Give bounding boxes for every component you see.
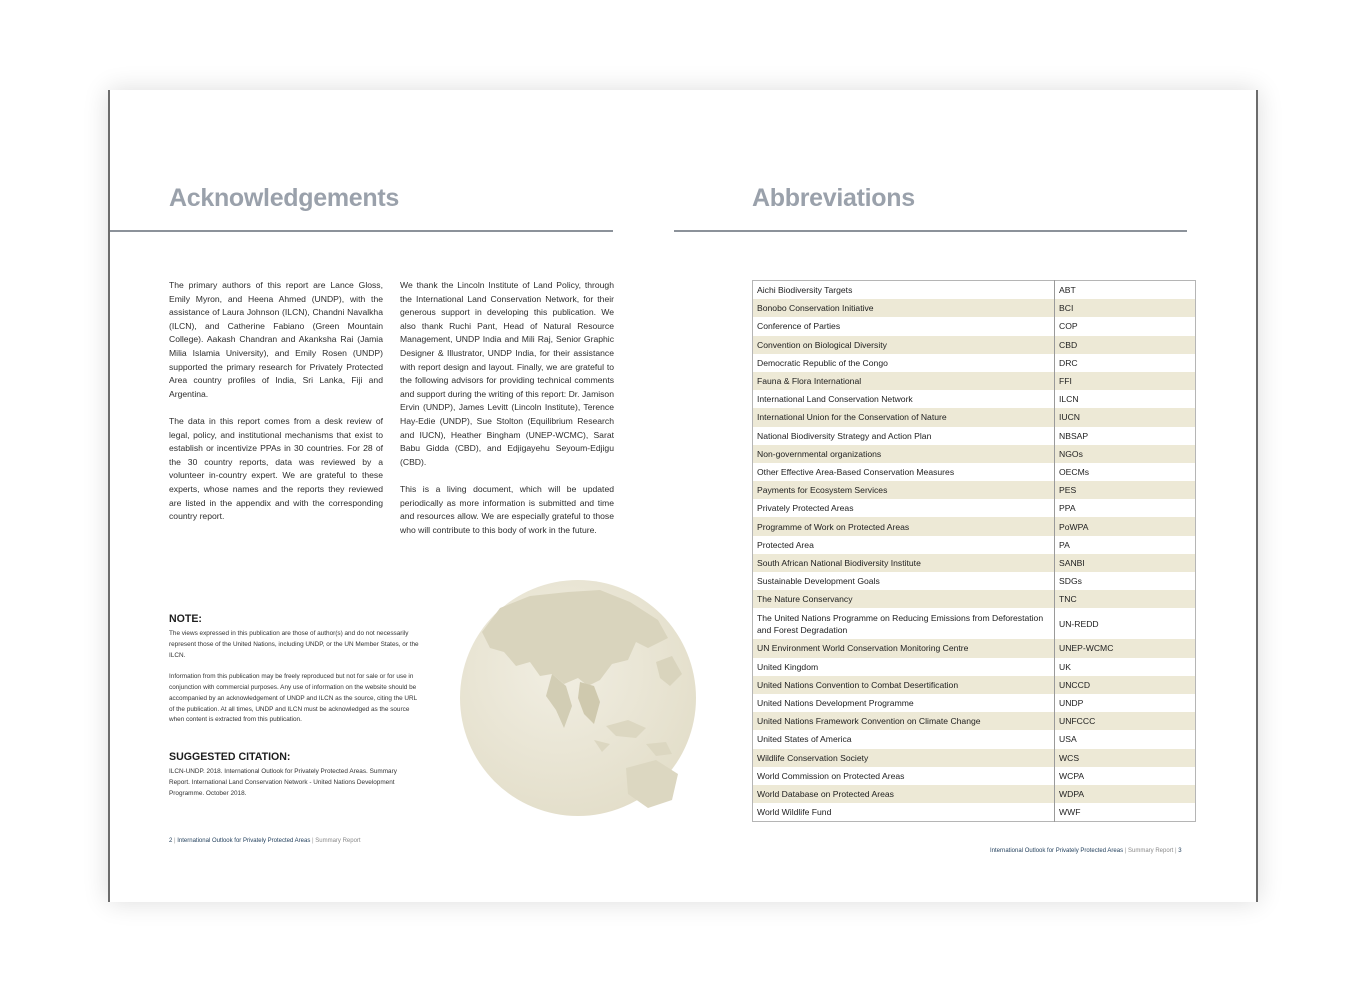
paragraph: Information from this publication may be freely reproduced but not for sale or for use in conjunction with commercial purposes. Any use of information on the website should be accompanied by an acknowledgement of UNDP and ILCN as the source, citing the URL of the publication. At all times, UNDP and ILCN must be acknowledged as the source when content is extracted from this publication.	[169, 673, 417, 724]
abbreviation-term: Other Effective Area-Based Conservation Measures	[753, 463, 1055, 481]
abbreviation-row	[753, 676, 1196, 694]
paragraph: We thank the Lincoln Institute of Land Policy, through the International Land Conservation Network, for their generous support in developing this publication. We also thank Ruchi Pant, Head of Natural Resource Management, UNDP India and Mili Raj, Senior Graphic Designer & Illustrator, UNDP India, for their assistance with report design and layout. Finally, we are grateful to the following advisors for providing technical comments and support during the writing of this report: Dr. Jamison Ervin (UNDP), James Levitt (Lincoln Institute), Terence Hay-Edie (UNDP), Sue Stolton (Equilibrium Research and IUCN), Heather Bingham (UNEP-WCMC), Sarat Babu Gidda (CBD), and Edjigayehu Seyoum-Edjigu (CBD).	[400, 280, 614, 467]
abbreviation-row	[753, 712, 1196, 730]
acknowledgements-rule	[110, 230, 613, 232]
abbreviation-code: UK	[1059, 661, 1071, 672]
abbreviations-rule	[674, 230, 1187, 232]
abbreviation-code: WDPA	[1055, 785, 1196, 803]
abbreviation-row	[753, 408, 1196, 426]
abbreviations-title: Abbreviations	[752, 184, 915, 212]
separator: |	[1175, 848, 1177, 854]
citation-text	[169, 767, 419, 810]
abbreviation-term: United Nations Convention to Combat Desertification	[753, 676, 1055, 694]
abbreviation-code: IUCN	[1055, 408, 1196, 426]
abbreviation-row	[753, 281, 1196, 300]
abbreviation-term: United States of America	[753, 730, 1055, 748]
abbreviation-code: PoWPA	[1055, 517, 1196, 535]
abbreviation-term: United Kingdom	[753, 658, 1055, 676]
abbreviation-term: Protected Area	[753, 536, 1055, 554]
abbreviation-row	[753, 517, 1196, 535]
abbreviation-code: NGOs	[1055, 445, 1196, 463]
abbreviation-row	[753, 299, 1196, 317]
abbreviation-row	[753, 481, 1196, 499]
abbreviation-row	[753, 427, 1196, 445]
abbreviation-term: UN Environment World Conservation Monitoring Centre	[753, 639, 1055, 657]
abbreviation-term: Programme of Work on Protected Areas	[753, 517, 1055, 535]
abbreviation-row	[753, 608, 1196, 639]
abbreviation-code: ILCN	[1059, 394, 1079, 405]
acknowledgements-title: Acknowledgements	[169, 184, 399, 212]
publication-title: International Outlook for Privately Protected Areas	[990, 848, 1124, 854]
abbreviation-term: World Database on Protected Areas	[753, 785, 1055, 803]
abbreviation-term: Conference of Parties	[753, 317, 1055, 335]
abbreviation-code: OECMs	[1059, 466, 1090, 477]
abbreviation-term: Privately Protected Areas	[753, 499, 1055, 517]
abbreviation-code: FFI	[1055, 372, 1196, 390]
abbreviation-row	[753, 785, 1196, 803]
abbreviation-code: WWF	[1059, 807, 1081, 818]
abbreviations-table-body	[753, 281, 1196, 822]
separator: |	[312, 838, 314, 844]
abbreviation-code: WCPA	[1059, 770, 1085, 781]
note-heading: NOTE:	[169, 613, 202, 625]
abbreviation-term: World Wildlife Fund	[753, 803, 1055, 822]
paragraph: ILCN-UNDP. 2018. International Outlook for Privately Protected Areas. Summary Report. International Land Conservation Network - United Nations Development Programme. October 2018.	[169, 768, 397, 797]
abbreviation-code: PPA	[1059, 503, 1076, 514]
abbreviation-code: UN-REDD	[1059, 618, 1099, 629]
globe-illustration	[460, 578, 696, 822]
abbreviation-code: PA	[1059, 539, 1070, 550]
left-page-edge	[108, 90, 110, 902]
abbreviation-row	[753, 658, 1196, 676]
abbreviation-code: UNFCCC	[1055, 712, 1196, 730]
abbreviation-term: The United Nations Programme on Reducing Emissions from Deforestation and Forest Degradation	[753, 608, 1055, 639]
abbreviation-row	[753, 499, 1196, 517]
abbreviation-code: SDGs	[1059, 576, 1082, 587]
abbreviation-row	[753, 572, 1196, 590]
abbreviation-term: Aichi Biodiversity Targets	[753, 281, 1055, 300]
abbreviation-row	[753, 463, 1196, 481]
paragraph: The data in this report comes from a desk review of legal, policy, and institutional mechanisms that exist to establish or incentivize PPAs in 30 countries. For 28 of the 30 country reports, data was reviewed by a volunteer in-country expert. We are grateful to these experts, whose names and the reports they reviewed are listed in the appendix and with the corresponding country report.	[169, 415, 383, 522]
abbreviations-table	[752, 280, 1196, 822]
abbreviation-term: Wildlife Conservation Society	[753, 749, 1055, 767]
abbreviation-code: UNEP-WCMC	[1055, 639, 1196, 657]
abbreviation-term: Fauna & Flora International	[753, 372, 1055, 390]
report-type: Summary Report	[315, 838, 361, 844]
abbreviation-row	[753, 317, 1196, 335]
abbreviation-term: United Nations Framework Convention on Climate Change	[753, 712, 1055, 730]
separator: |	[1124, 848, 1127, 854]
abbreviation-row	[753, 767, 1196, 785]
abbreviation-row	[753, 536, 1196, 554]
page-number: 2	[169, 838, 173, 844]
abbreviation-term: Non-governmental organizations	[753, 445, 1055, 463]
right-page-edge	[1256, 90, 1258, 902]
abbreviation-row	[753, 590, 1196, 608]
abbreviation-code: CBD	[1055, 336, 1196, 354]
abbreviation-term: Bonobo Conservation Initiative	[753, 299, 1055, 317]
abbreviation-code: TNC	[1055, 590, 1196, 608]
right-page-footer	[990, 848, 1182, 854]
abbreviation-code: DRC	[1059, 357, 1078, 368]
abbreviation-term: South African National Biodiversity Institute	[753, 554, 1055, 572]
note-text	[169, 629, 419, 737]
left-page-footer	[169, 838, 361, 844]
abbreviation-row	[753, 694, 1196, 712]
abbreviation-term: Democratic Republic of the Congo	[753, 354, 1055, 372]
abbreviation-row	[753, 639, 1196, 657]
paragraph: This is a living document, which will be updated periodically as more information is submitted and time and resources allow. We are especially grateful to those who will contribute to this body of work in the future.	[400, 483, 614, 535]
abbreviation-code: UNCCD	[1055, 676, 1196, 694]
publication-title: International Outlook for Privately Protected Areas	[177, 838, 311, 844]
abbreviation-code: WCS	[1055, 749, 1196, 767]
abbreviation-term: Sustainable Development Goals	[753, 572, 1055, 590]
abbreviation-row	[753, 354, 1196, 372]
abbreviation-term: International Union for the Conservation of Nature	[753, 408, 1055, 426]
abbreviation-code: USA	[1059, 734, 1077, 745]
abbreviation-code: PES	[1055, 481, 1196, 499]
abbreviation-row	[753, 749, 1196, 767]
abbreviation-row	[753, 390, 1196, 408]
abbreviation-row	[753, 730, 1196, 748]
abbreviation-term: Convention on Biological Diversity	[753, 336, 1055, 354]
abbreviation-row	[753, 803, 1196, 822]
report-type: Summary Report	[1127, 848, 1174, 854]
abbreviation-code: UNDP	[1059, 698, 1084, 709]
paragraph: The views expressed in this publication are those of author(s) and do not necessarily represent those of the United Nations, including UNDP, or the UN Member States, or the ILCN.	[169, 630, 419, 659]
abbreviation-code: COP	[1059, 321, 1078, 332]
separator: |	[174, 838, 176, 844]
acknowledgements-column-2	[400, 279, 614, 551]
abbreviation-term: International Land Conservation Network	[753, 390, 1055, 408]
abbreviation-code: NBSAP	[1059, 430, 1089, 441]
abbreviation-row	[753, 336, 1196, 354]
page-number: 3	[1178, 848, 1182, 854]
acknowledgements-column-1	[169, 279, 383, 537]
abbreviation-row	[753, 445, 1196, 463]
abbreviation-row	[753, 372, 1196, 390]
abbreviation-term: Payments for Ecosystem Services	[753, 481, 1055, 499]
abbreviation-code: BCI	[1055, 299, 1196, 317]
citation-heading: SUGGESTED CITATION:	[169, 751, 291, 763]
abbreviation-term: National Biodiversity Strategy and Action Plan	[753, 427, 1055, 445]
abbreviation-code: SANBI	[1055, 554, 1196, 572]
abbreviation-code: ABT	[1059, 285, 1076, 296]
paragraph: The primary authors of this report are Lance Gloss, Emily Myron, and Heena Ahmed (UNDP), with the assistance of Laura Johnson (ILCN), Chandni Navalkha (ILCN), and Catherine Fabiano (Green Mountain College). Aakash Chandran and Akanksha Rai (Jamia Milia Islamia University), and Emily Rosen (UNDP) supported the primary research for Privately Protected Area country profiles of India, Sri Lanka, Fiji and Argentina.	[169, 280, 383, 399]
abbreviation-term: The Nature Conservancy	[753, 590, 1055, 608]
abbreviation-term: United Nations Development Programme	[753, 694, 1055, 712]
abbreviation-term: World Commission on Protected Areas	[753, 767, 1055, 785]
abbreviation-row	[753, 554, 1196, 572]
